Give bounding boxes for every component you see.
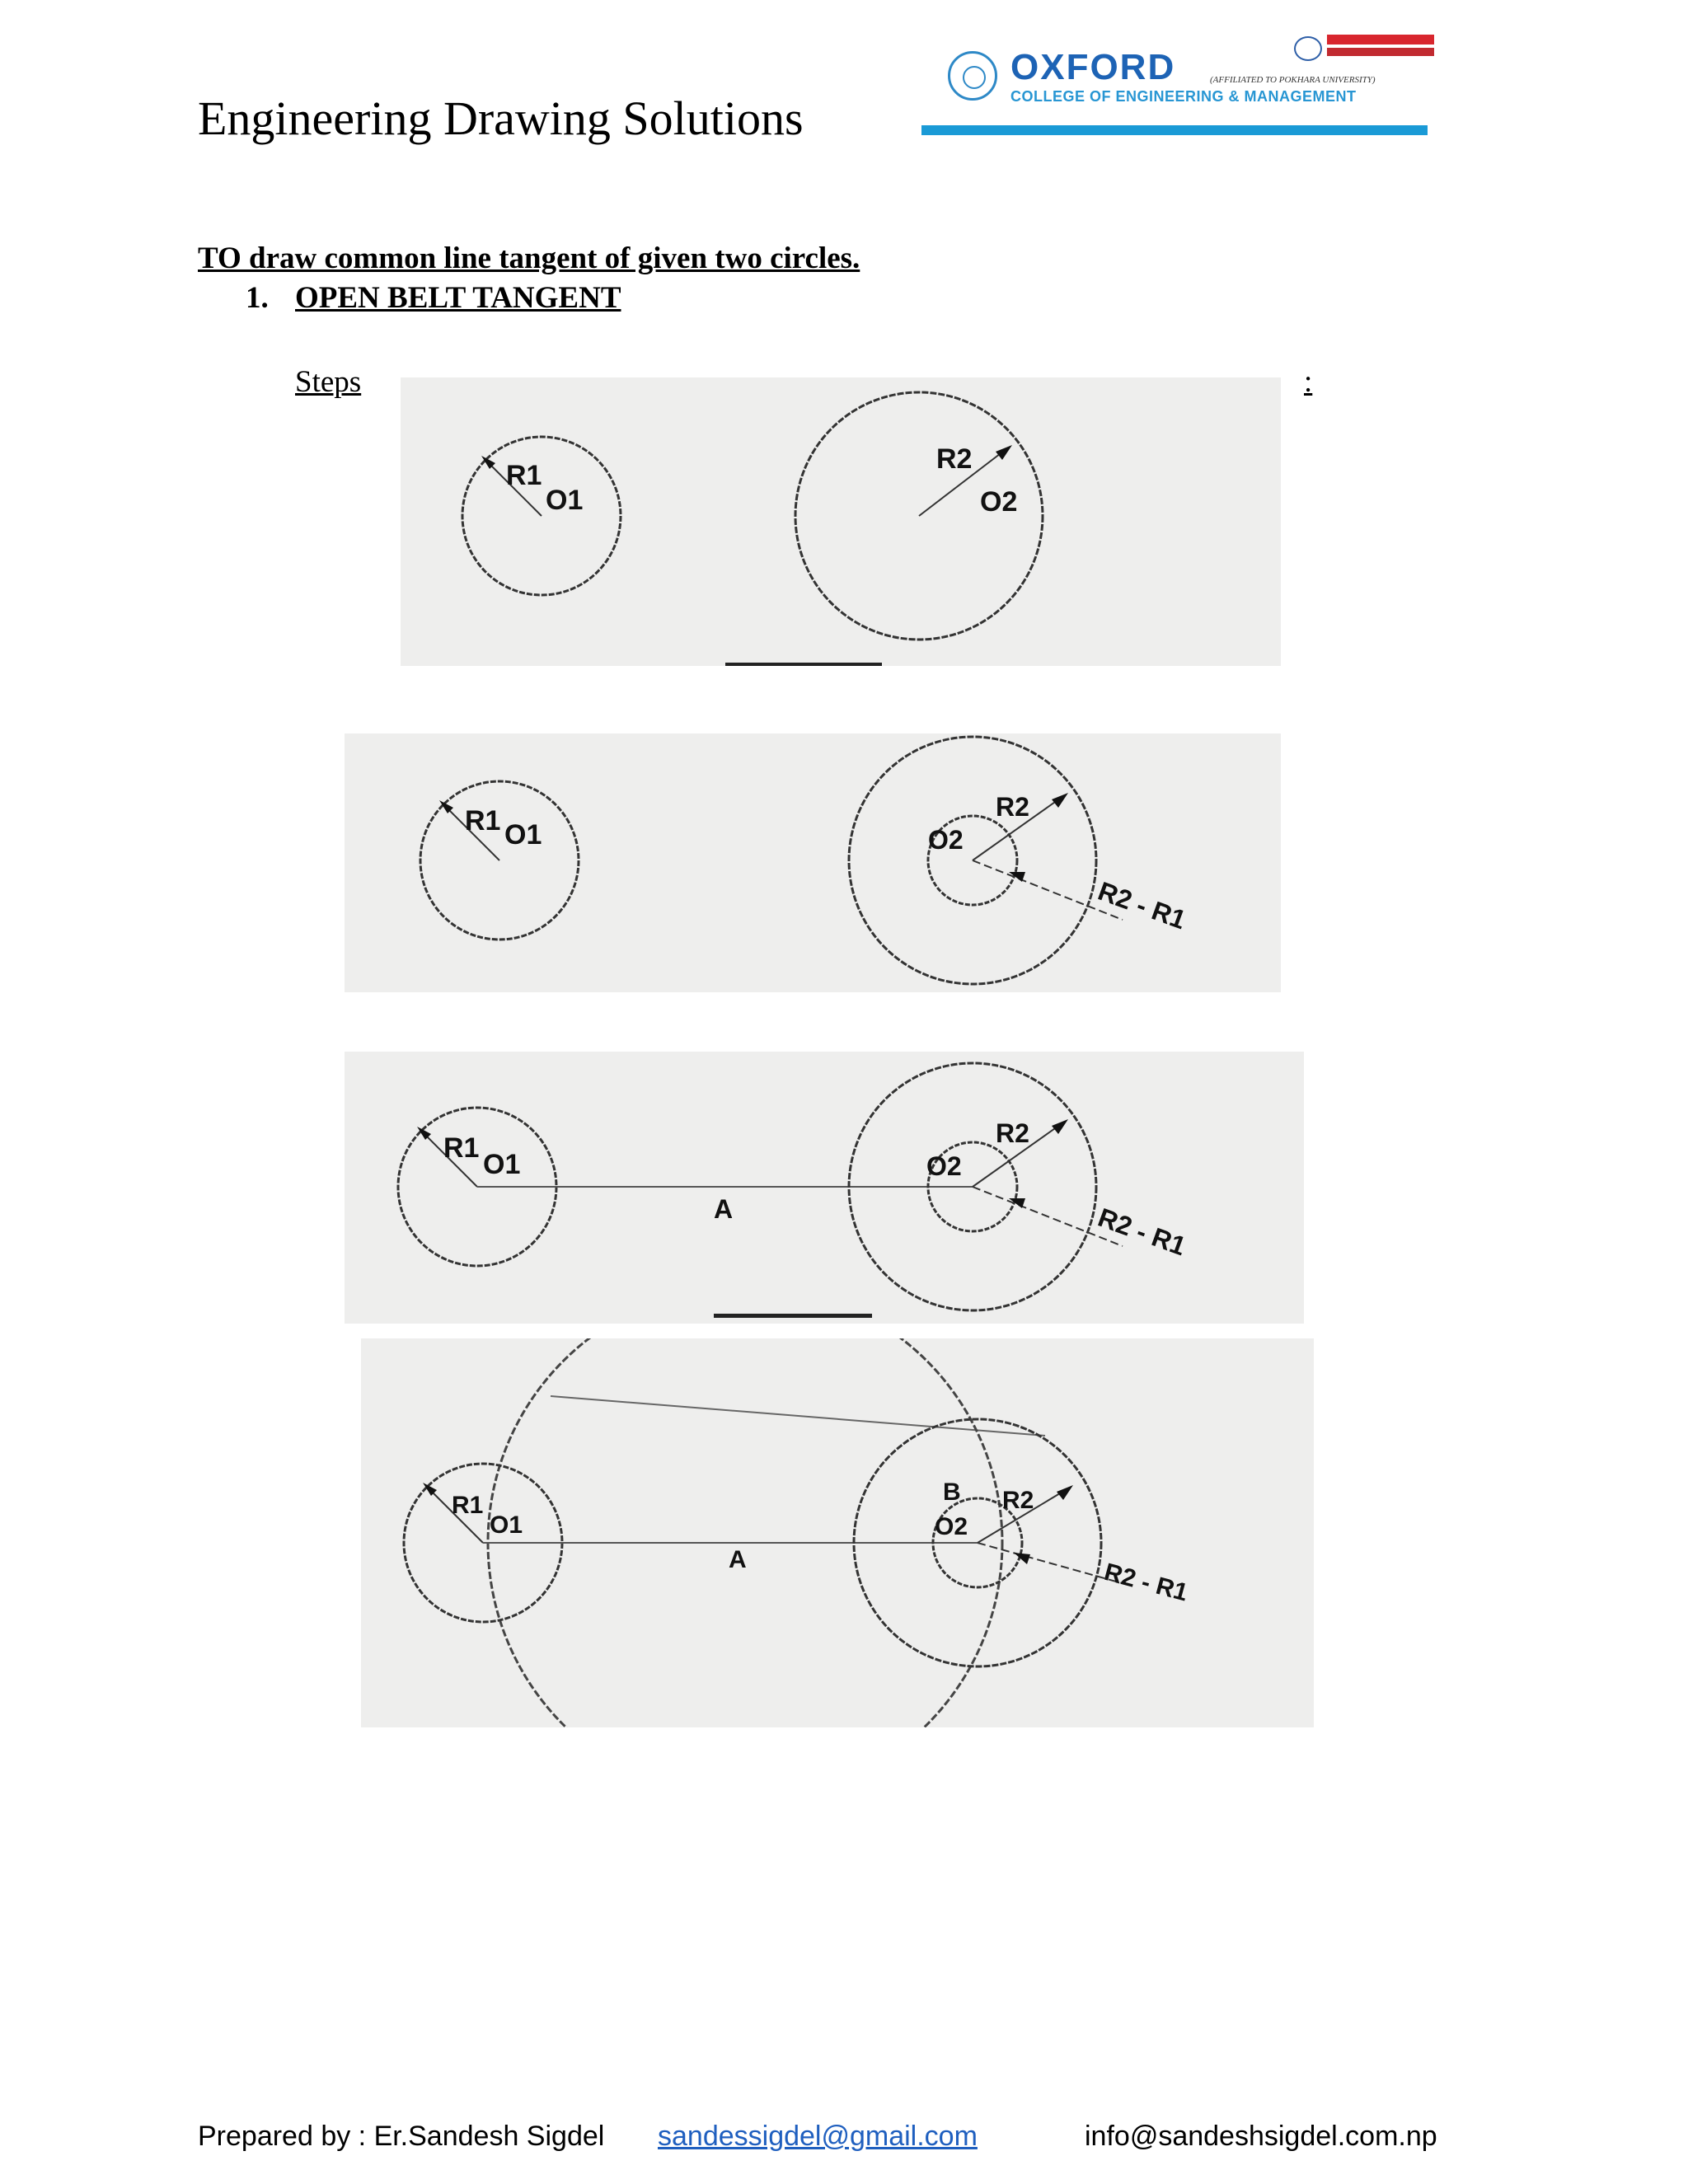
label-o2: O2 (926, 1151, 962, 1181)
steps-label: Steps (295, 365, 362, 399)
arrowhead-r2 (1057, 1485, 1073, 1500)
label-r1: R1 (452, 1492, 484, 1519)
label-r2-minus-r1: R2 - R1 (1094, 1202, 1190, 1262)
figure-step-4 (361, 1338, 1314, 1727)
label-o2: O2 (980, 486, 1018, 518)
label-o1: O1 (546, 485, 584, 516)
arrowhead-r2 (996, 445, 1012, 460)
arrowhead-r2 (1052, 793, 1068, 808)
construction-line (551, 1396, 1045, 1436)
label-o1: O1 (504, 819, 542, 851)
header-divider (921, 125, 1428, 135)
logo-affiliation: (AFFILIATED TO POKHARA UNIVERSITY) (1210, 75, 1376, 85)
logo-subtitle: COLLEGE OF ENGINEERING & MANAGEMENT (1010, 88, 1357, 105)
figure-step-1 (401, 377, 1281, 666)
logo-name: OXFORD (1010, 47, 1176, 87)
label-b: B (943, 1479, 961, 1506)
label-a: A (729, 1546, 747, 1573)
footer-prepared-by: Prepared by : Er.Sandesh Sigdel (198, 2121, 605, 2152)
label-r2: R2 (1002, 1487, 1034, 1514)
label-r2: R2 (996, 792, 1029, 822)
college-seal-icon (948, 51, 997, 101)
label-a: A (714, 1194, 734, 1224)
arrowhead-r2 (1052, 1119, 1068, 1134)
quality-certification-badge-icon (1294, 31, 1434, 73)
certification-bar-secondary (1327, 48, 1434, 56)
label-o1: O1 (483, 1149, 521, 1180)
steps-colon: : (1304, 365, 1313, 399)
label-o2: O2 (928, 825, 964, 855)
label-r2-minus-r1: R2 - R1 (1101, 1558, 1191, 1607)
certification-ring-icon (1294, 36, 1322, 61)
label-r1: R1 (443, 1132, 480, 1164)
figure-underline-3 (714, 1314, 872, 1318)
label-r1: R1 (465, 805, 501, 837)
college-logo (948, 31, 1434, 110)
list-number: 1. (246, 281, 269, 315)
footer-email-link[interactable]: sandessigdel@gmail.com (658, 2121, 978, 2152)
label-r2: R2 (996, 1118, 1029, 1148)
label-r1: R1 (506, 460, 542, 491)
label-r2-minus-r1: R2 - R1 (1094, 875, 1190, 935)
label-r2: R2 (936, 443, 973, 475)
footer-website: info@sandeshsigdel.com.np (1085, 2121, 1437, 2152)
label-o1: O1 (490, 1511, 523, 1539)
list-item-open-belt-tangent: OPEN BELT TANGENT (295, 281, 621, 315)
section-heading: TO draw common line tangent of given two circles. (198, 241, 860, 275)
document-title: Engineering Drawing Solutions (198, 91, 804, 145)
label-o2: O2 (935, 1513, 968, 1540)
figure-step-2 (345, 733, 1281, 992)
figure-step-3 (345, 1052, 1304, 1324)
certification-bar (1327, 35, 1434, 45)
figure-underline-1 (725, 663, 882, 666)
